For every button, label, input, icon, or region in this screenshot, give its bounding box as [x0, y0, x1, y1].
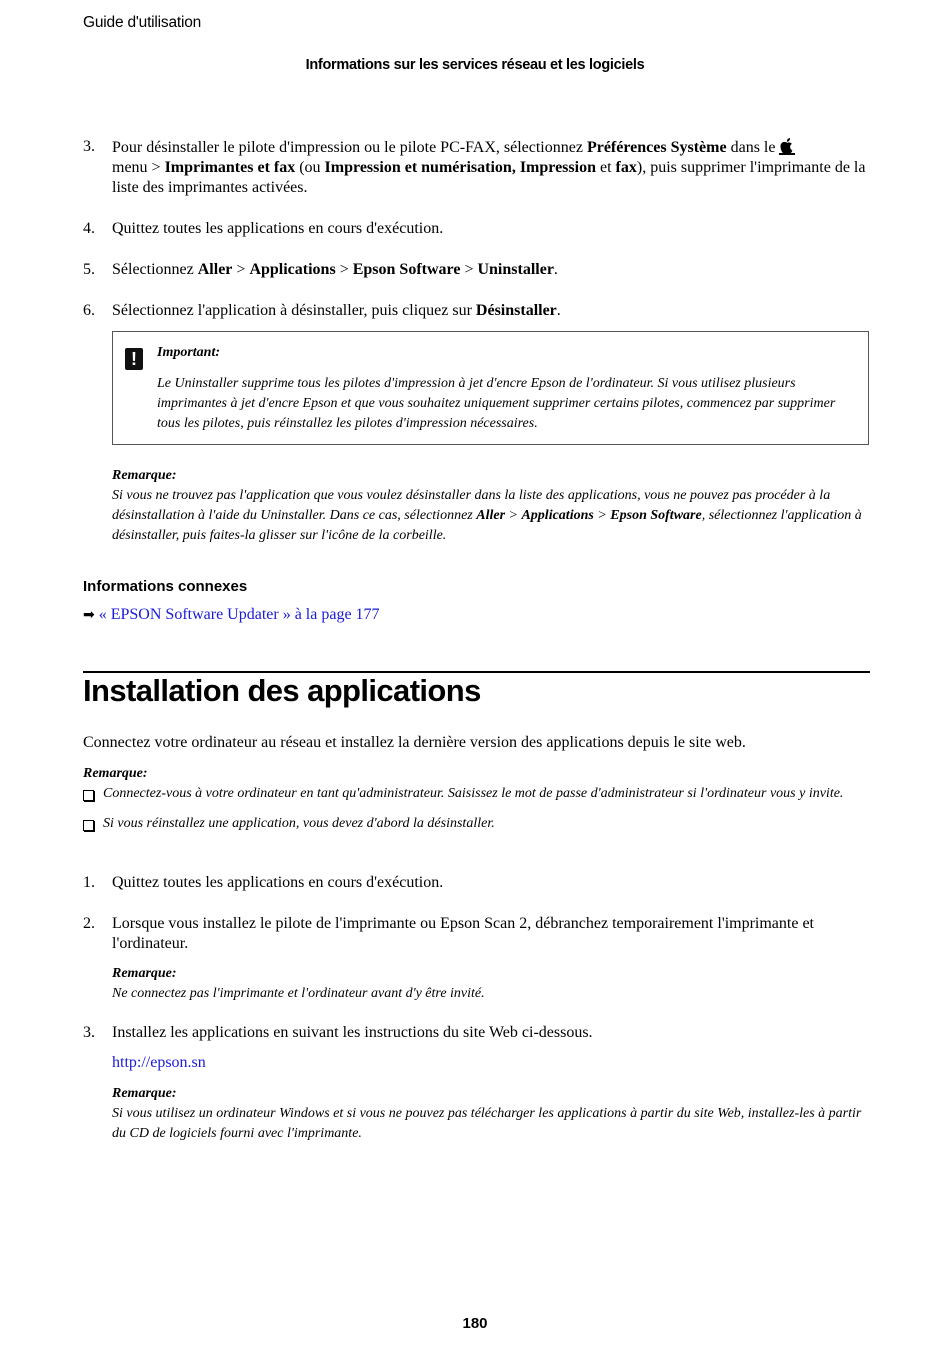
menu-path: Impression et numérisation, Impression: [324, 159, 596, 176]
uninstall-step-4: [83, 219, 870, 239]
step-number: 3.: [83, 138, 95, 155]
step-number: 1.: [83, 874, 95, 891]
note-body: [112, 486, 872, 546]
separator: >: [505, 508, 522, 523]
menu-path: Epson Software: [610, 508, 702, 523]
section-intro: Connectez votre ordinateur au réseau et installez la dernière version des applications depuis le site web.: [83, 734, 746, 751]
running-header-guide: Guide d'utilisation: [83, 14, 202, 31]
uninstall-step-5: [83, 260, 870, 280]
step-number: 2.: [83, 915, 95, 932]
step-number: 4.: [83, 220, 95, 237]
step-number: 6.: [83, 302, 95, 319]
note-bullet: [83, 784, 873, 804]
arrow-right-icon: ➡: [83, 608, 95, 623]
note-body: Si vous utilisez un ordinateur Windows et si vous ne pouvez pas télécharger les applications à partir du site Web, installez-les à partir du CD de logiciels fourni avec l'imprimante.: [112, 1106, 862, 1141]
important-body: Le Uninstaller supprime tous les pilotes d'impression à jet d'encre Epson de l'ordinateur. Si vous utilisez plusieurs imprimantes à jet d'encre Epson et que vous souhaitez uniquement supprimer certains pilotes, commencez par supprimer tous les pilotes, puis réinstallez les pilotes d'impression nécessaires.: [157, 376, 836, 431]
step-text: Quittez toutes les applications en cours d'exécution.: [112, 874, 444, 891]
separator: >: [593, 508, 611, 523]
separator: >: [460, 261, 478, 278]
menu-path: Applications: [521, 508, 594, 523]
step-text: Lorsque vous installez le pilote de l'imprimante ou Epson Scan 2, débranchez temporairement l'imprimante et l'ordinateur.: [112, 915, 814, 952]
uninstall-step-3: [83, 137, 870, 198]
step-number: 3.: [83, 1024, 95, 1041]
step-text: dans le: [726, 139, 780, 156]
separator: >: [232, 261, 250, 278]
step-text: Pour désinstaller le pilote d'impression ou le pilote PC-FAX, sélectionnez: [112, 139, 587, 156]
checkbox-bullet-icon: [83, 790, 94, 801]
section-heading: Installation des applications: [83, 673, 481, 708]
menu-path: Aller: [197, 261, 233, 278]
related-link-software-updater[interactable]: [83, 606, 380, 624]
separator: >: [335, 261, 353, 278]
step-text: et: [595, 159, 616, 176]
note-step-3: [112, 1084, 872, 1144]
menu-path: Uninstaller: [477, 261, 554, 278]
menu-path: Applications: [249, 261, 336, 278]
note-title: Remarque:: [83, 766, 148, 781]
step-text: Quittez toutes les applications en cours d'exécution.: [112, 220, 444, 237]
step-text: ), puis supprimer l'imprimante de la liste des imprimantes activées.: [112, 159, 866, 196]
related-link-text[interactable]: « EPSON Software Updater » à la page 177: [98, 606, 380, 623]
note-step-2: [112, 964, 872, 1004]
menu-path: Imprimantes et fax: [164, 159, 296, 176]
bullet-text: Si vous réinstallez une application, vous devez d'abord la désinstaller.: [103, 816, 495, 831]
step-text: .: [556, 302, 561, 319]
uninstall-step-6: [83, 301, 870, 321]
step-text: Sélectionnez: [112, 261, 198, 278]
menu-path: Préférences Système: [586, 139, 727, 156]
install-step-3: [83, 1023, 870, 1043]
bullet-text: Connectez-vous à votre ordinateur en tant qu'administrateur. Saisissez le mot de passe d'administrateur si l'ordinateur vous y invite.: [103, 786, 844, 801]
note-title: Remarque:: [112, 468, 177, 483]
menu-path: Aller: [476, 508, 506, 523]
important-title: Important:: [157, 345, 221, 360]
note-install: [83, 764, 873, 834]
note-bullet: [83, 814, 873, 834]
related-info-title: Informations connexes: [83, 578, 248, 595]
note-title: Remarque:: [112, 966, 177, 981]
install-step-1: [83, 873, 870, 893]
checkbox-bullet-icon: [83, 820, 94, 831]
note-text: Si vous ne trouvez pas l'application que vous voulez désinstaller dans la liste des applications, vous ne pouvez pas procéder à la désinstallation à l'aide du Uninstaller. Dans ce cas, sélectionnez: [112, 488, 831, 523]
step-text: Sélectionnez l'application à désinstaller, puis cliquez sur: [112, 302, 476, 319]
note-text: , sélectionnez l'application à désinstaller, puis faites-la glisser sur l'icône de la corbeille.: [112, 508, 862, 543]
page-number: 180: [462, 1315, 488, 1332]
running-header-section: Informations sur les services réseau et les logiciels: [305, 57, 645, 73]
important-callout: [112, 331, 869, 445]
note-title: Remarque:: [112, 1086, 177, 1101]
note-body: Ne connectez pas l'imprimante et l'ordinateur avant d'y être invité.: [112, 986, 485, 1001]
note-uninstaller: [112, 466, 872, 546]
step-text: Installez les applications en suivant les instructions du site Web ci-dessous.: [112, 1024, 593, 1041]
menu-path: Désinstaller: [475, 302, 557, 319]
menu-path: fax: [615, 159, 637, 176]
menu-path: Epson Software: [352, 261, 461, 278]
step-text: (ou: [295, 159, 325, 176]
step-text: .: [553, 261, 558, 278]
install-step-2: [83, 914, 870, 954]
apple-menu-icon: [779, 137, 795, 155]
epson-url-link[interactable]: http://epson.sn: [112, 1054, 206, 1071]
exclamation-icon: !: [125, 348, 143, 370]
step-text: menu >: [112, 159, 165, 176]
step-number: 5.: [83, 261, 95, 278]
